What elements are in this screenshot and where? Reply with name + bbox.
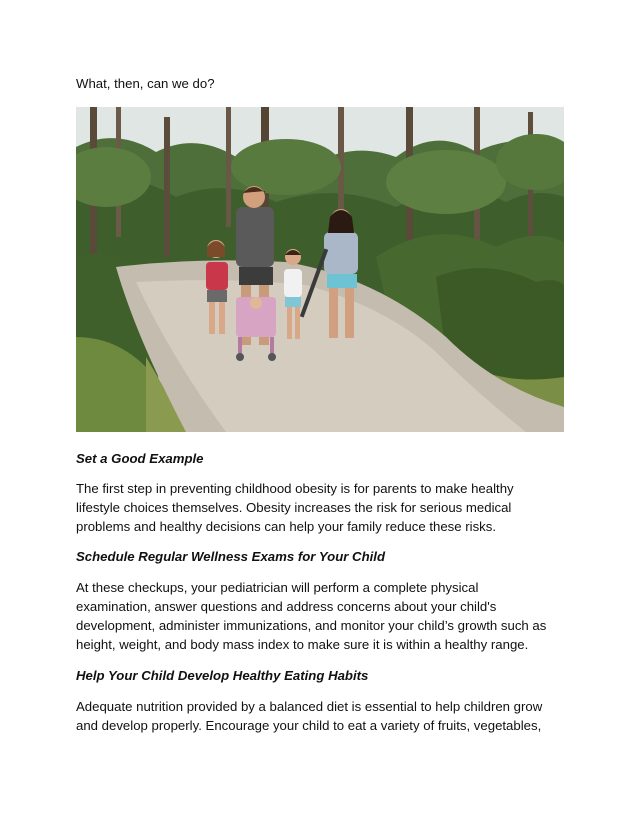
section-line: and develop properly. Encourage your child to eat a variety of fruits, vegetables,: [76, 718, 542, 733]
section-line: examination, answer questions and address concerns about your child's: [76, 599, 497, 614]
section-line: development, administer immunizations, and monitor your child’s growth such as: [76, 618, 547, 633]
section-line: height, weight, and body mass index to make sure it is within a healthy range.: [76, 637, 529, 652]
section-heading-wellness-exams: Schedule Regular Wellness Exams for Your Child: [76, 549, 386, 564]
section-heading-eating-habits: Help Your Child Develop Healthy Eating Habits: [76, 668, 369, 683]
intro-text: What, then, can we do?: [76, 76, 215, 91]
section-line: Adequate nutrition provided by a balanced diet is essential to help children grow: [76, 699, 543, 714]
section-line: lifestyle choices themselves. Obesity increases the risk for serious medical: [76, 500, 512, 515]
family-walking-photo: [76, 107, 564, 432]
section-heading-set-a-good-example: Set a Good Example: [76, 451, 204, 466]
section-line: problems and healthy decisions can help your family reduce these risks.: [76, 519, 497, 534]
section-line: At these checkups, your pediatrician will perform a complete physical: [76, 580, 479, 595]
section-line: The first step in preventing childhood obesity is for parents to make healthy: [76, 481, 514, 496]
